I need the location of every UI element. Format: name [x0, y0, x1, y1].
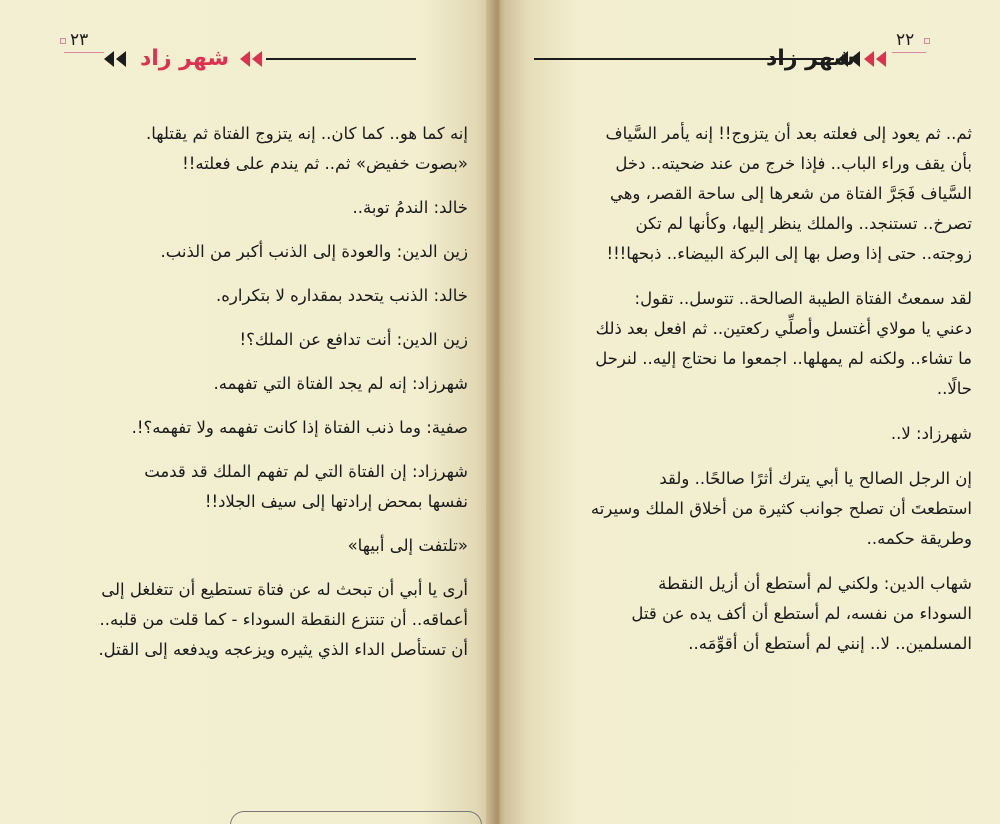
- left-header-line: [266, 58, 416, 60]
- left-line-9: شهرزاد: إن الفتاة التي لم تفهم الملك قد قدمت: [144, 462, 468, 481]
- right-line-3: السَّياف فَجَرَّ الفتاة من شعرها إلى ساحة القصر، وهي: [609, 184, 972, 203]
- left-body-text: [14, 124, 468, 659]
- right-line-1: ثم.. ثم يعود إلى فعلته بعد أن يتزوج!! إنه يأمر السَّياف: [605, 124, 972, 143]
- left-line-12: أرى يا أبي أن تبحث له عن فتاة تستطيع أن تتغلغل إلى: [101, 580, 468, 599]
- right-line-13: وطريقة حكمه..: [866, 529, 972, 548]
- right-header-line-short: [892, 52, 926, 53]
- right-body-text: [536, 124, 972, 653]
- left-line-8: صفية: وما ذنب الفتاة إذا كانت تفهمه ولا تفهمه؟!.: [131, 418, 468, 437]
- left-arrows-red-icon: [236, 48, 266, 70]
- right-line-14: شهاب الدين: ولكني لم أستطع أن أزيل النقطة: [658, 574, 972, 593]
- right-line-6: لقد سمعتُ الفتاة الطيبة الصالحة.. تتوسل.. تقول:: [634, 289, 972, 308]
- left-page: [0, 0, 496, 824]
- right-line-9: حالًا..: [936, 379, 972, 398]
- left-bottom-tab: [230, 811, 482, 824]
- right-line-8: ما تشاء.. ولكنه لم يمهلها.. اجمعوا ما نحتاج إليه.. لنرحل: [595, 349, 972, 368]
- right-page: [504, 0, 1000, 824]
- left-line-11: «تلتفت إلى أبيها»: [347, 536, 468, 555]
- left-line-7: شهرزاد: إنه لم يجد الفتاة التي تفهمه.: [213, 374, 468, 393]
- right-line-2: بأن يقف وراء الباب.. فإذا خرج من عند ضحيته.. دخل: [615, 154, 972, 173]
- right-line-4: تصرخ.. تستنجد.. والملك ينظر إليها، وكأنها لم تكن: [635, 214, 972, 233]
- right-running-title: شهر زاد: [766, 46, 855, 71]
- left-line-13: أعماقه.. أن تنتزع النقطة السوداء - كما قلت من قلبه..: [99, 610, 468, 629]
- left-line-6: زين الدين: أنت تدافع عن الملك؟!: [239, 330, 468, 349]
- left-header-line-short: [64, 52, 104, 53]
- right-line-12: استطعتَ أن تصلح جوانب كثيرة من أخلاق الملك وسيرته: [590, 499, 972, 518]
- right-page-number: ٢٢: [896, 30, 915, 50]
- left-line-2: «بصوت خفيض» ثم.. ثم يندم على فعلته!!: [182, 154, 468, 173]
- right-line-16: المسلمين.. لا.. إنني لم أستطع أن أقوِّمَه..: [688, 634, 972, 653]
- left-line-14: أن تستأصل الداء الذي يثيره ويزعجه ويدفعه إلى القتل.: [98, 640, 468, 659]
- right-line-5: زوجته.. حتى إذا وصل بها إلى البركة البيضاء.. ذبحها!!!: [606, 244, 972, 263]
- left-line-10: نفسها بمحض إرادتها إلى سيف الجلاد!!: [204, 492, 468, 511]
- right-header-frame: [924, 38, 930, 44]
- left-line-5: خالد: الذنب يتحدد بمقداره لا بتكراره.: [216, 286, 468, 305]
- right-line-15: السوداء من نفسه، لم أستطع أن أكف يده عن قتل: [631, 604, 972, 623]
- left-line-1: إنه كما هو.. كما كان.. إنه يتزوج الفتاة ثم يقتلها.: [145, 124, 468, 143]
- left-line-3: خالد: الندمُ توبة..: [352, 198, 468, 217]
- left-running-title: شهر زاد: [140, 46, 229, 71]
- left-line-4: زين الدين: والعودة إلى الذنب أكبر من الذنب.: [160, 242, 468, 261]
- right-line-7: دعني يا مولاي أغتسل وأصلِّي ركعتين.. ثم افعل بعد ذلك: [595, 319, 972, 338]
- right-line-10: شهرزاد: لا..: [890, 424, 972, 443]
- left-arrows-icon: [100, 48, 130, 70]
- left-page-number: ٢٣: [70, 30, 89, 50]
- left-header-frame: [60, 38, 66, 44]
- right-line-11: إن الرجل الصالح يا أبي يترك أثرًا صالحًا.. ولقد: [659, 469, 972, 488]
- right-arrows-red-icon: [860, 48, 890, 70]
